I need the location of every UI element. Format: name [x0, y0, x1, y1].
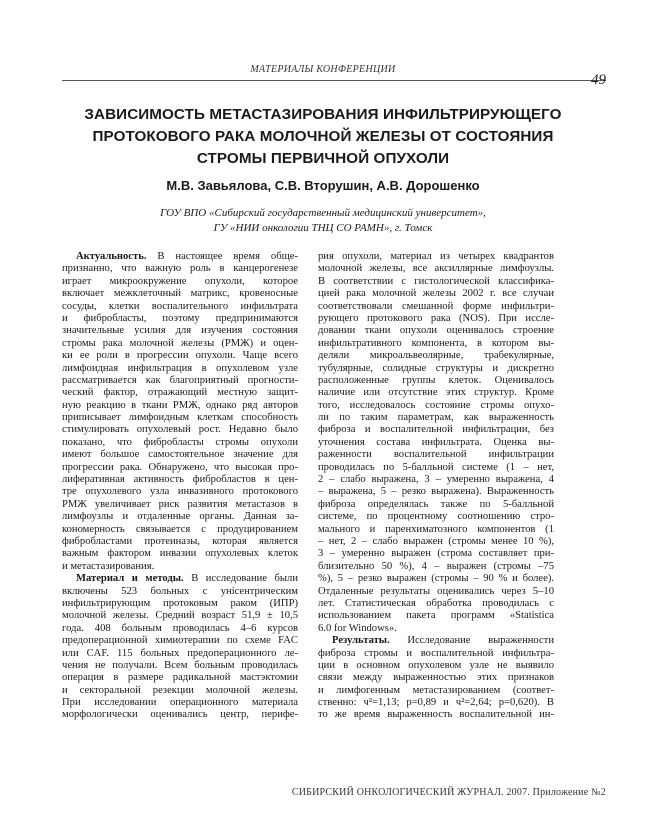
text-line: и метастазирования.: [62, 560, 155, 572]
text-line: предоперационной химиотерапии по схеме FAC: [62, 635, 298, 647]
text-line: лиферативная активность фибробластов в цен-: [62, 474, 298, 486]
section-heading: Актуальность.: [76, 251, 147, 262]
text-line: или CAF. 115 больных предоперационного ле-: [62, 647, 298, 659]
text-line: включает межклеточный матрикс, кровеносные: [62, 288, 298, 300]
section-heading: Результаты.: [332, 635, 390, 647]
text-line: ную реакцию в ткани РМЖ, однако ряд авторов: [62, 399, 298, 411]
text-line: лимфоидная инфильтрация в опухолевом узле: [62, 362, 298, 374]
text-line: 6.0 for Windows».: [318, 622, 397, 634]
text-line: рассматривается как благоприятный прогности-: [62, 374, 298, 386]
text-line: уточнения состава инфильтрата. Оценка вы-: [318, 436, 554, 448]
text-line: наличие или отсутствие этих структур. Кроме: [318, 387, 554, 399]
text-line: мального и паренхиматозного компонентов (1: [318, 523, 554, 535]
text-line: признанно, что важную роль в канцерогенезе: [62, 263, 298, 275]
text-line: соответствовали смешанной форме инфильтри-: [318, 300, 554, 312]
title-line: СТРОМЫ ПЕРВИЧНОЙ ОПУХОЛИ: [196, 150, 450, 167]
text-line: системе, по процентному соотношению стро-: [318, 511, 554, 523]
text-line: связи между выраженностью этих признаков: [318, 672, 554, 684]
text-line: стимулировать опухолевый рост. Недавно было: [62, 424, 298, 436]
left-column: [62, 251, 298, 722]
text-line: фиброза и воспалительной инфильтрации, без: [318, 424, 554, 436]
text-line: лет. Статистическая обработка проводилась с: [318, 597, 554, 609]
text-line: морфологически оценивались центр, перифе-: [62, 709, 298, 721]
affiliation-line: ГОУ ВПО «Сибирский государственный медицинский университет»,: [160, 207, 486, 219]
text-line: ки ее роли в прогрессии опухоли. Чаще всего: [62, 350, 298, 362]
text-line: При исследовании операционного материала: [62, 697, 298, 709]
text-line: – выражена, 5 – резко выражена). Выраженность: [318, 486, 554, 498]
text-line: ции в основном опухолевом узле не выявило: [318, 659, 554, 671]
text-line: Актуальность. В настоящее время обще-: [76, 251, 298, 262]
text-line: чения не получали. Всем больным проводилась: [62, 659, 298, 671]
text-line: рия опухоли, материал из четырех квадрантов: [318, 251, 554, 262]
text-line: РМЖ увеличивает риск развития метастазов в: [62, 498, 298, 510]
text-line: цией рака молочной железы 2002 г. все случаи: [318, 288, 554, 300]
text-line: 2 – слабо выражена, 3 – умеренно выражена, 4: [318, 474, 554, 486]
journal-footer: СИБИРСКИЙ ОНКОЛОГИЧЕСКИЙ ЖУРНАЛ. 2007. Приложение №2: [291, 787, 606, 798]
text-line: того, исследовалось состояние стромы опухо-: [318, 399, 554, 411]
text-line: лимфоузлы и отдаленные органы. Данная за-: [62, 511, 298, 523]
text-line: ственно: ч²=1,13; p=0,89 и ч²=2,64; p=0,620). В: [318, 697, 554, 709]
text-line: важным фактором инвазии опухолевых клеток: [62, 548, 298, 560]
text-line: Результаты. Исследование выраженности: [332, 635, 554, 647]
text-line: фиброза стромы и воспалительной инфильтра-: [318, 647, 554, 659]
title-line: ЗАВИСИМОСТЬ МЕТАСТАЗИРОВАНИЯ ИНФИЛЬТРИРУЮЩЕГО: [84, 106, 562, 123]
text-line: фиброза определялась также по 5-балльной: [318, 498, 554, 510]
text-line: приписывает лимфоидным клеткам способность: [62, 412, 298, 424]
text-line: значительные усилия для изучения состояния: [62, 325, 298, 337]
text-line: В соответствии с гистологической классифика-: [318, 275, 554, 287]
text-line: показано, что фибробласты стромы опухоли: [62, 436, 298, 448]
text-line: и лимфогенным метастазированием (соответ-: [318, 684, 554, 696]
text-line: стромы рака молочной железы (РМЖ) и оцен-: [62, 337, 298, 349]
text-line: %), 5 – резко выражен (стромы – 90 % и более).: [318, 573, 554, 585]
text-line: рующего протокового рака (NOS). При иссле-: [318, 312, 554, 324]
text-line: молочной железы. Средний возраст 51,9 ± 10,5: [62, 610, 298, 622]
section-heading: Материал и методы.: [76, 573, 184, 585]
text-line: Отдаленные результаты оценивались через 5–10: [318, 585, 554, 597]
text-line: расположенные группы клеток. Оценивалось: [318, 374, 554, 386]
text-line: то же время выраженность воспалительной ин-: [318, 709, 554, 721]
page-number: 49: [591, 72, 606, 88]
text-line: играет микроокружение опухоли, которое: [62, 275, 298, 287]
text-line: включены 523 больных с унicентрическим: [62, 585, 298, 597]
text-line: ческий фактор, отражающий местную защит-: [62, 387, 298, 399]
text-line: прогрессии рака. Обнаружено, что высокая про-: [62, 461, 298, 473]
text-line: и фибробласты, поэтому предпринимаются: [62, 312, 298, 324]
text-line: ли по таким параметрам, как выраженность: [318, 412, 554, 424]
text-line: 3 – умеренно выражен (строма составляет при-: [318, 548, 554, 560]
text-line: кономерность связывается с продуцированием: [62, 523, 298, 535]
text-line: года. 408 больным проводилась 4–6 курсов: [62, 622, 298, 634]
text-line: довании ткани опухоли оценивалось строение: [318, 325, 554, 337]
text-line: молочной железы, все аксиллярные лимфоузлы.: [318, 263, 554, 275]
running-head: МАТЕРИАЛЫ КОНФЕРЕНЦИИ: [250, 64, 396, 75]
text-line: и секторальной резекции молочной железы.: [62, 684, 298, 696]
text-line: проводилась по 5-балльной системе (1 – нет,: [318, 461, 554, 473]
affiliation: [40, 206, 606, 236]
text-line: фибробластами протеиназы, которая является: [62, 535, 298, 547]
text-line: операция в размере радикальной мастэктомии: [62, 672, 298, 684]
authors: М.В. Завьялова, С.В. Вторушин, А.В. Дорошенко: [166, 178, 480, 193]
article-title: [40, 104, 606, 170]
header-rule: [62, 80, 606, 81]
text-line: имеют большое самостоятельное значение для: [62, 449, 298, 461]
text-line: инфильтрирующим протоковым раком (ИПР): [62, 597, 298, 609]
text-line: – нет, 2 – слабо выражен (стромы менее 10 %),: [318, 535, 554, 547]
text-line: деляли микроальвеолярные, трабекулярные,: [318, 350, 554, 362]
title-line: ПРОТОКОВОГО РАКА МОЛОЧНОЙ ЖЕЛЕЗЫ ОТ СОСТОЯНИЯ: [92, 128, 554, 145]
text-line: инфильтративного компонента, в котором вы-: [318, 337, 554, 349]
text-line: раженности воспалительной инфильтрации: [318, 449, 554, 461]
text-line: сосуды, клетки воспалительного инфильтрата: [62, 300, 298, 312]
right-column: [318, 251, 554, 722]
text-line: тубулярные, солидные структуры и дискретно: [318, 362, 554, 374]
text-line: Материал и методы. В исследование были: [76, 573, 298, 585]
affiliation-line: ГУ «НИИ онкологии ТНЦ СО РАМН», г. Томск: [213, 222, 433, 234]
text-line: тре опухолевого узла инвазивного протокового: [62, 486, 298, 498]
text-line: использованием пакета программ «Statistica: [318, 610, 554, 622]
text-line: близительно 50 %), 4 – выражен (стромы –75: [318, 560, 554, 572]
